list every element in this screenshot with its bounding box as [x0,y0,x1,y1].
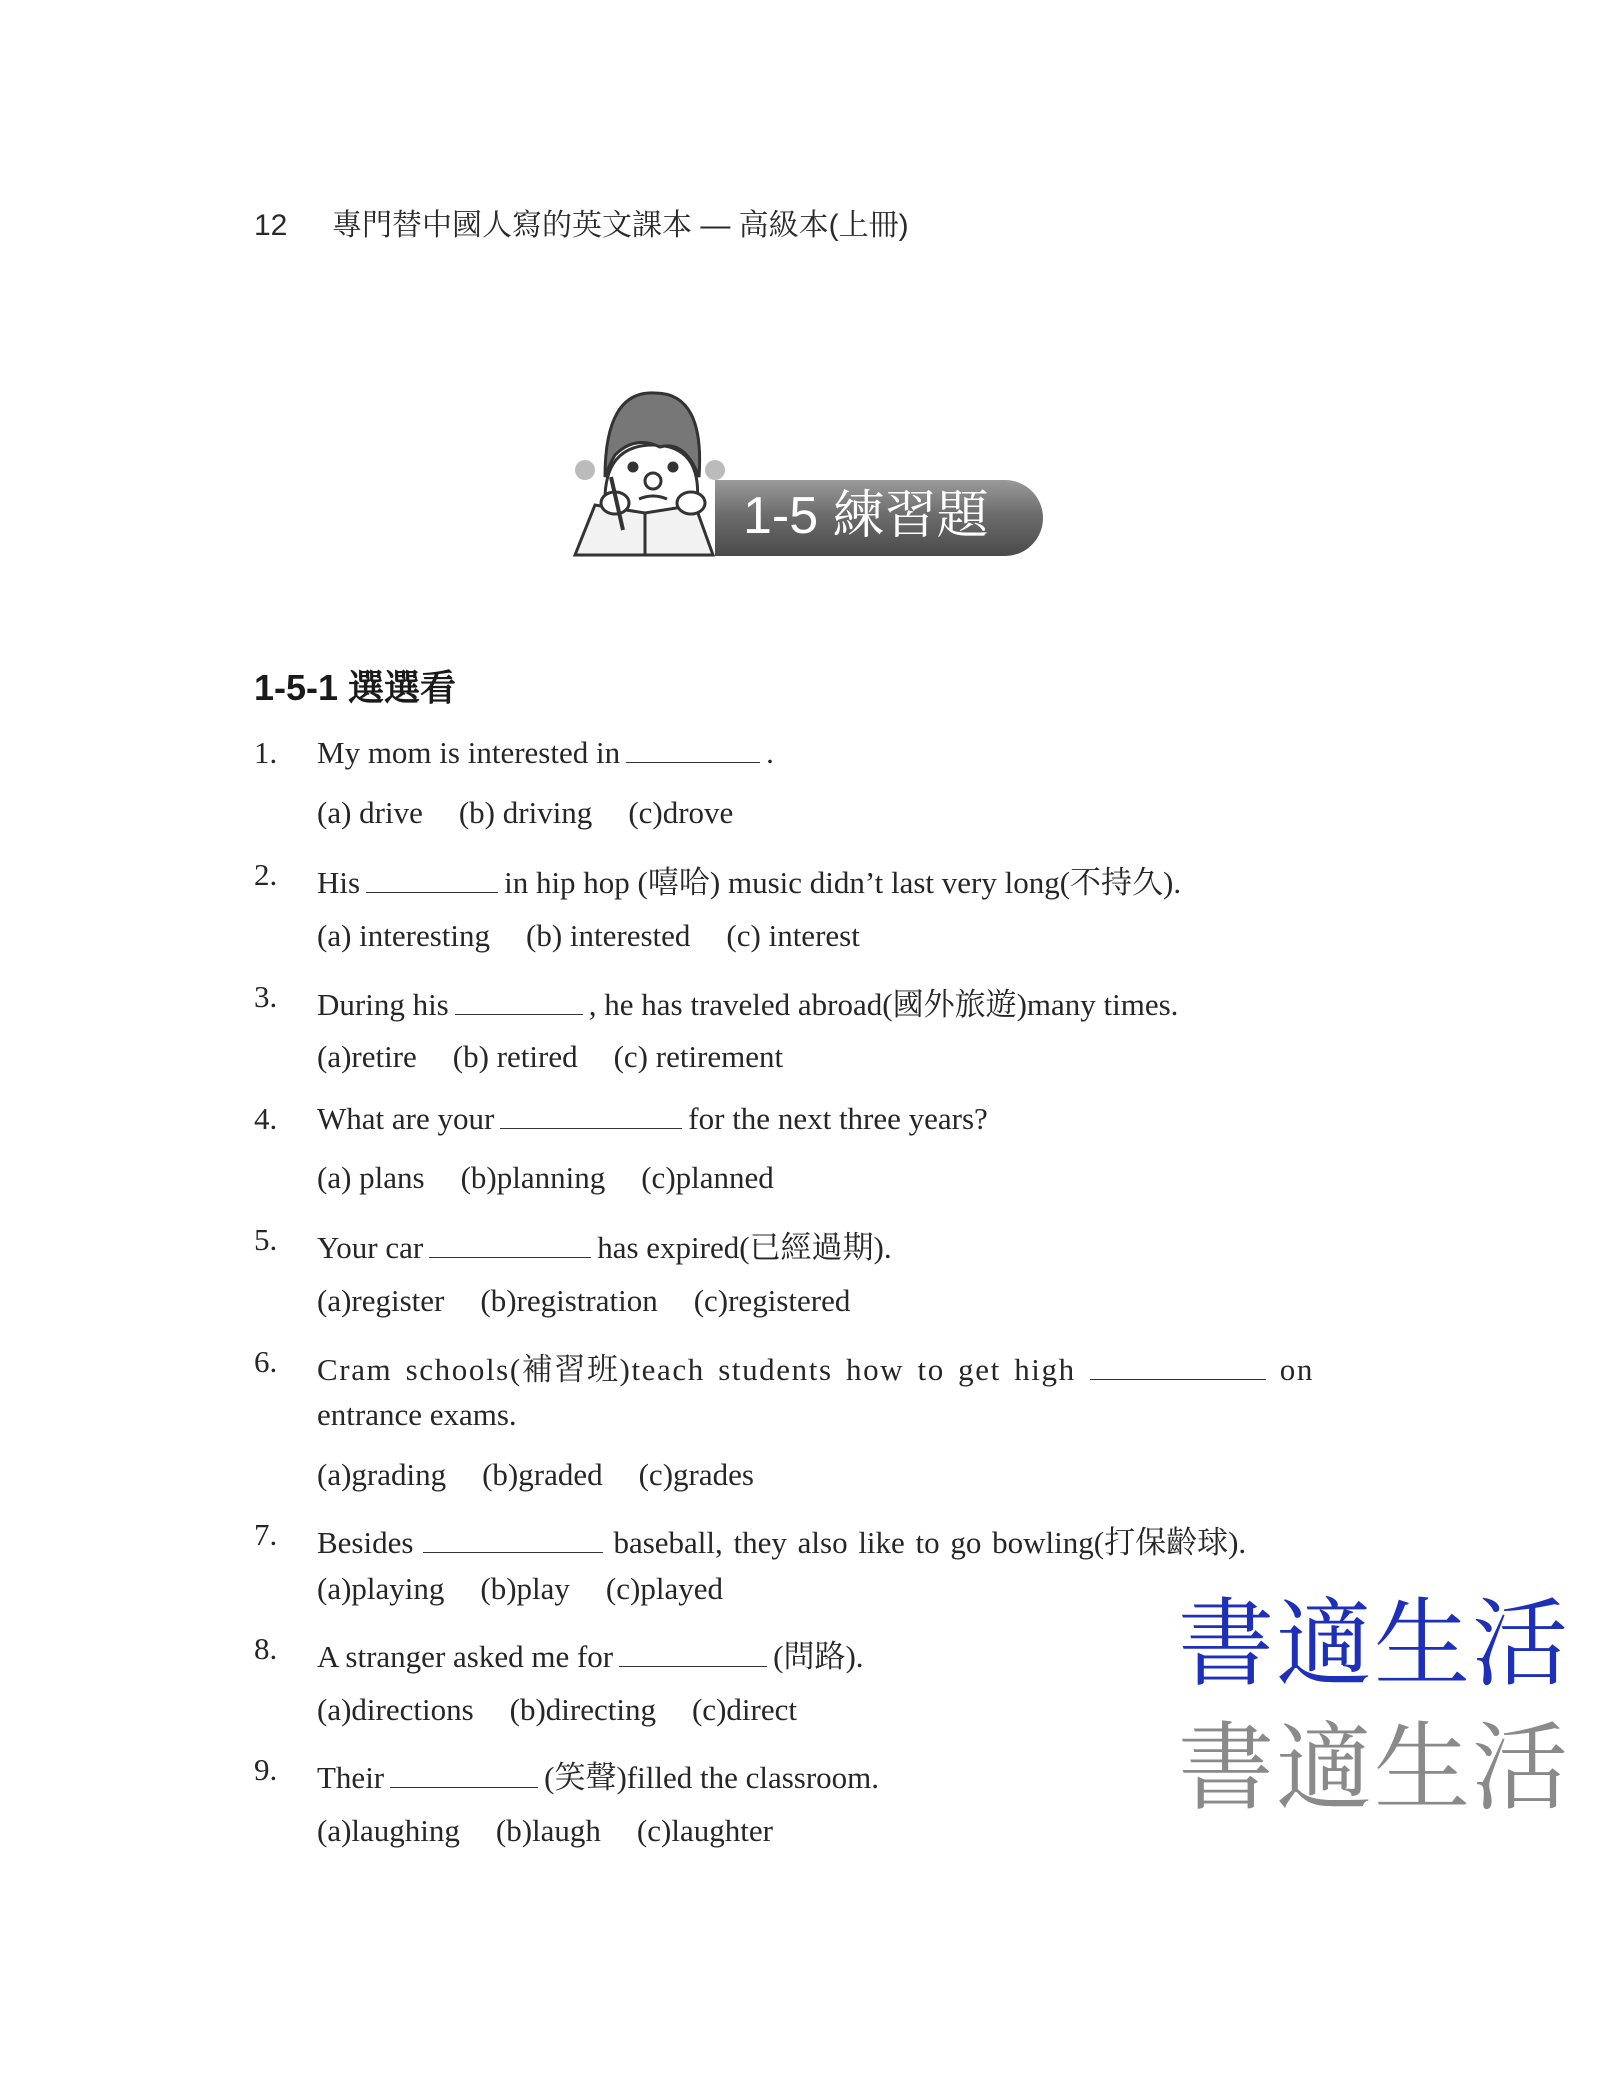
option-b: (b)graded [482,1457,603,1492]
question-text-before: Cram schools(補習班)teach students how to get high [317,1352,1076,1387]
answer-options [317,795,769,831]
option-b: (b)planning [460,1160,606,1195]
option-c: (c)laughter [636,1813,773,1848]
question-text-before: A stranger asked me for [317,1639,614,1674]
option-a: (a)register [317,1283,445,1318]
question-text [317,1101,988,1137]
question-text-after: baseball, they also like to go bowling(打保齡球). [613,1525,1247,1560]
question-text-before: During his [317,987,449,1022]
answer-options [317,918,896,954]
question-text [317,1631,864,1676]
option-b: (b)laugh [495,1813,601,1848]
option-a: (a)directions [317,1692,474,1727]
question-text [317,857,1181,902]
question-text-after: on [1279,1352,1314,1387]
answer-blank [626,736,760,763]
answer-options [317,1457,790,1493]
option-a: (a)grading [317,1457,447,1492]
question-text-after: has expired(已經過期). [597,1230,892,1265]
answer-blank [455,988,583,1015]
question-text [317,1752,879,1797]
answer-options [317,1160,810,1196]
question-number: 9. [254,1752,278,1787]
option-c: (c) interest [726,918,860,953]
question-text [317,979,1178,1024]
question-text-continuation: entrance exams. [317,1397,517,1432]
question-text-after: for the next three years? [688,1101,988,1136]
answer-options [317,1813,809,1849]
option-a: (a) interesting [317,918,491,953]
question-number: 4. [254,1101,278,1136]
question-text-after: in hip hop (嘻哈) music didn’t last very long(不持久). [504,865,1182,900]
question-text-before: What are your [317,1101,495,1136]
page-header [254,200,909,244]
question-number: 7. [254,1517,278,1552]
answer-blank [619,1640,767,1667]
answer-blank [429,1231,591,1258]
question-text-after: , he has traveled abroad(國外旅遊)many times. [588,987,1179,1022]
question-text [317,1222,892,1267]
option-b: (b) driving [458,795,593,830]
section-banner [565,385,1045,570]
question-text [317,1344,1314,1389]
option-c: (c)grades [638,1457,754,1492]
option-b: (b)play [480,1571,570,1606]
question-number: 1. [254,735,278,770]
question-number: 6. [254,1344,278,1379]
option-b: (b)directing [509,1692,656,1727]
option-a: (a)laughing [317,1813,460,1848]
option-c: (c) retirement [613,1039,784,1074]
banner-graphic [565,385,1045,570]
answer-blank [366,866,498,893]
section-title: 1-5-1 選選看 [254,667,457,708]
option-b: (b) interested [526,918,691,953]
page-number: 12 [254,209,288,242]
question-number: 5. [254,1222,278,1257]
answer-options [317,1039,819,1075]
question-number: 8. [254,1631,278,1666]
answer-options [317,1571,759,1607]
question-text-before: Besides [317,1525,414,1560]
watermark-gray: 書適生活 [1178,1712,1570,1824]
option-c: (c)planned [641,1160,774,1195]
option-a: (a) plans [317,1160,425,1195]
watermark-blue: 書適生活 [1178,1588,1570,1700]
question-text-after: . [766,735,774,770]
question-text [317,735,774,771]
option-c: (c)registered [693,1283,851,1318]
question-text-after: (笑聲)filled the classroom. [544,1760,880,1795]
answer-blank [1090,1353,1266,1380]
answer-blank [423,1526,603,1553]
answer-options [317,1692,833,1728]
option-b: (b) retired [452,1039,578,1074]
question-number: 3. [254,979,278,1014]
question-text-after: (問路). [773,1639,864,1674]
question-number: 2. [254,857,278,892]
question-text-before: My mom is interested in [317,735,621,770]
answer-options [317,1283,886,1319]
answer-blank [390,1761,538,1788]
option-c: (c)direct [691,1692,797,1727]
option-c: (c)played [605,1571,723,1606]
student-reading-icon [575,393,725,555]
option-a: (a) drive [317,795,423,830]
question-text [317,1517,1246,1562]
answer-blank [500,1102,682,1129]
book-title: 專門替中國人寫的英文課本 — 高級本(上冊) [332,209,909,242]
question-text-before: Their [317,1760,385,1795]
question-text-before: Your car [317,1230,424,1265]
option-b: (b)registration [480,1283,658,1318]
question-text-before: His [317,865,361,900]
option-a: (a)playing [317,1571,445,1606]
option-c: (c)drove [628,795,734,830]
option-a: (a)retire [317,1039,417,1074]
banner-label: 1-5 練習題 [743,487,989,545]
